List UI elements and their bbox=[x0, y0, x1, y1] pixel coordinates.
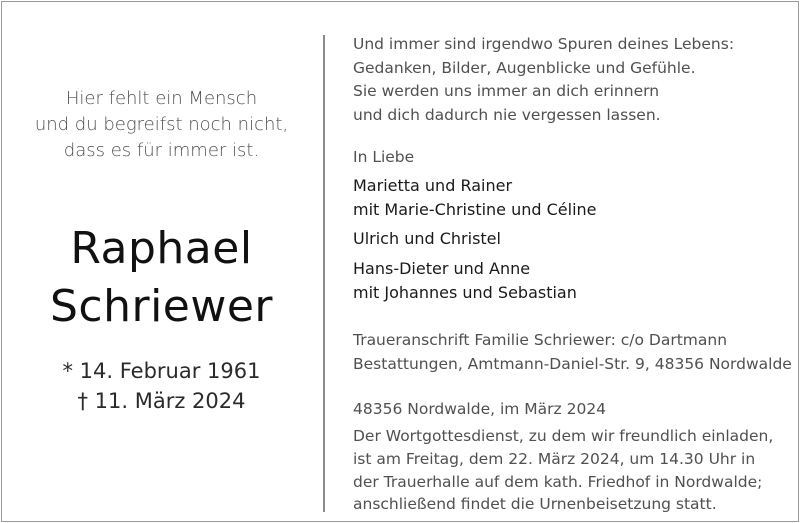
deceased-name bbox=[0, 220, 323, 336]
right-quote bbox=[353, 33, 793, 127]
left-quote-line: und du begreifst noch nicht, bbox=[34, 114, 289, 135]
right-quote-line: und dich dadurch nie vergessen lassen. bbox=[353, 105, 661, 124]
place-date: 48356 Nordwalde, im März 2024 bbox=[353, 400, 607, 418]
mourner-line: Ulrich und Christel bbox=[353, 229, 501, 248]
service-line: anschließend findet die Urnenbeisetzung statt. bbox=[353, 495, 717, 514]
service-line: der Trauerhalle auf dem kath. Friedhof in Nordwalde; bbox=[353, 472, 763, 491]
mourner-line: Marietta und Rainer bbox=[353, 176, 513, 195]
service-info bbox=[353, 425, 793, 516]
mourning-address bbox=[353, 328, 793, 376]
service-line: ist am Freitag, dem 22. März 2024, um 14.30 Uhr in bbox=[353, 449, 756, 468]
left-quote bbox=[0, 86, 323, 164]
first-name: Raphael bbox=[70, 223, 253, 274]
left-quote-line: dass es für immer ist. bbox=[63, 140, 260, 161]
mourner-family bbox=[353, 174, 597, 222]
mourner-line: Hans-Dieter und Anne bbox=[353, 259, 531, 278]
address-line: Bestattungen, Amtmann-Daniel-Str. 9, 48356 Nordwalde bbox=[353, 355, 792, 373]
life-dates bbox=[0, 356, 323, 416]
mourner-line: mit Marie-Christine und Céline bbox=[353, 200, 597, 219]
last-name: Schriewer bbox=[49, 281, 274, 332]
right-quote-line: Sie werden uns immer an dich erinnern bbox=[353, 82, 660, 100]
in-liebe-label: In Liebe bbox=[353, 148, 415, 166]
right-quote-line: Gedanken, Bilder, Augenblicke und Gefühle. bbox=[353, 58, 696, 77]
left-quote-line: Hier fehlt ein Mensch bbox=[65, 88, 258, 109]
mourner-line: mit Johannes und Sebastian bbox=[353, 283, 577, 302]
mourner-family bbox=[353, 257, 577, 305]
service-line: Der Wortgottesdienst, zu dem wir freundlich einladen, bbox=[353, 427, 774, 445]
death-date: † 11. März 2024 bbox=[77, 389, 246, 413]
column-divider bbox=[323, 35, 325, 512]
right-quote-line: Und immer sind irgendwo Spuren deines Lebens: bbox=[353, 35, 735, 53]
address-line: Traueranschrift Familie Schriewer: c/o Dartmann bbox=[353, 331, 728, 349]
mourner-family bbox=[353, 227, 501, 251]
birth-date: * 14. Februar 1961 bbox=[62, 359, 261, 383]
